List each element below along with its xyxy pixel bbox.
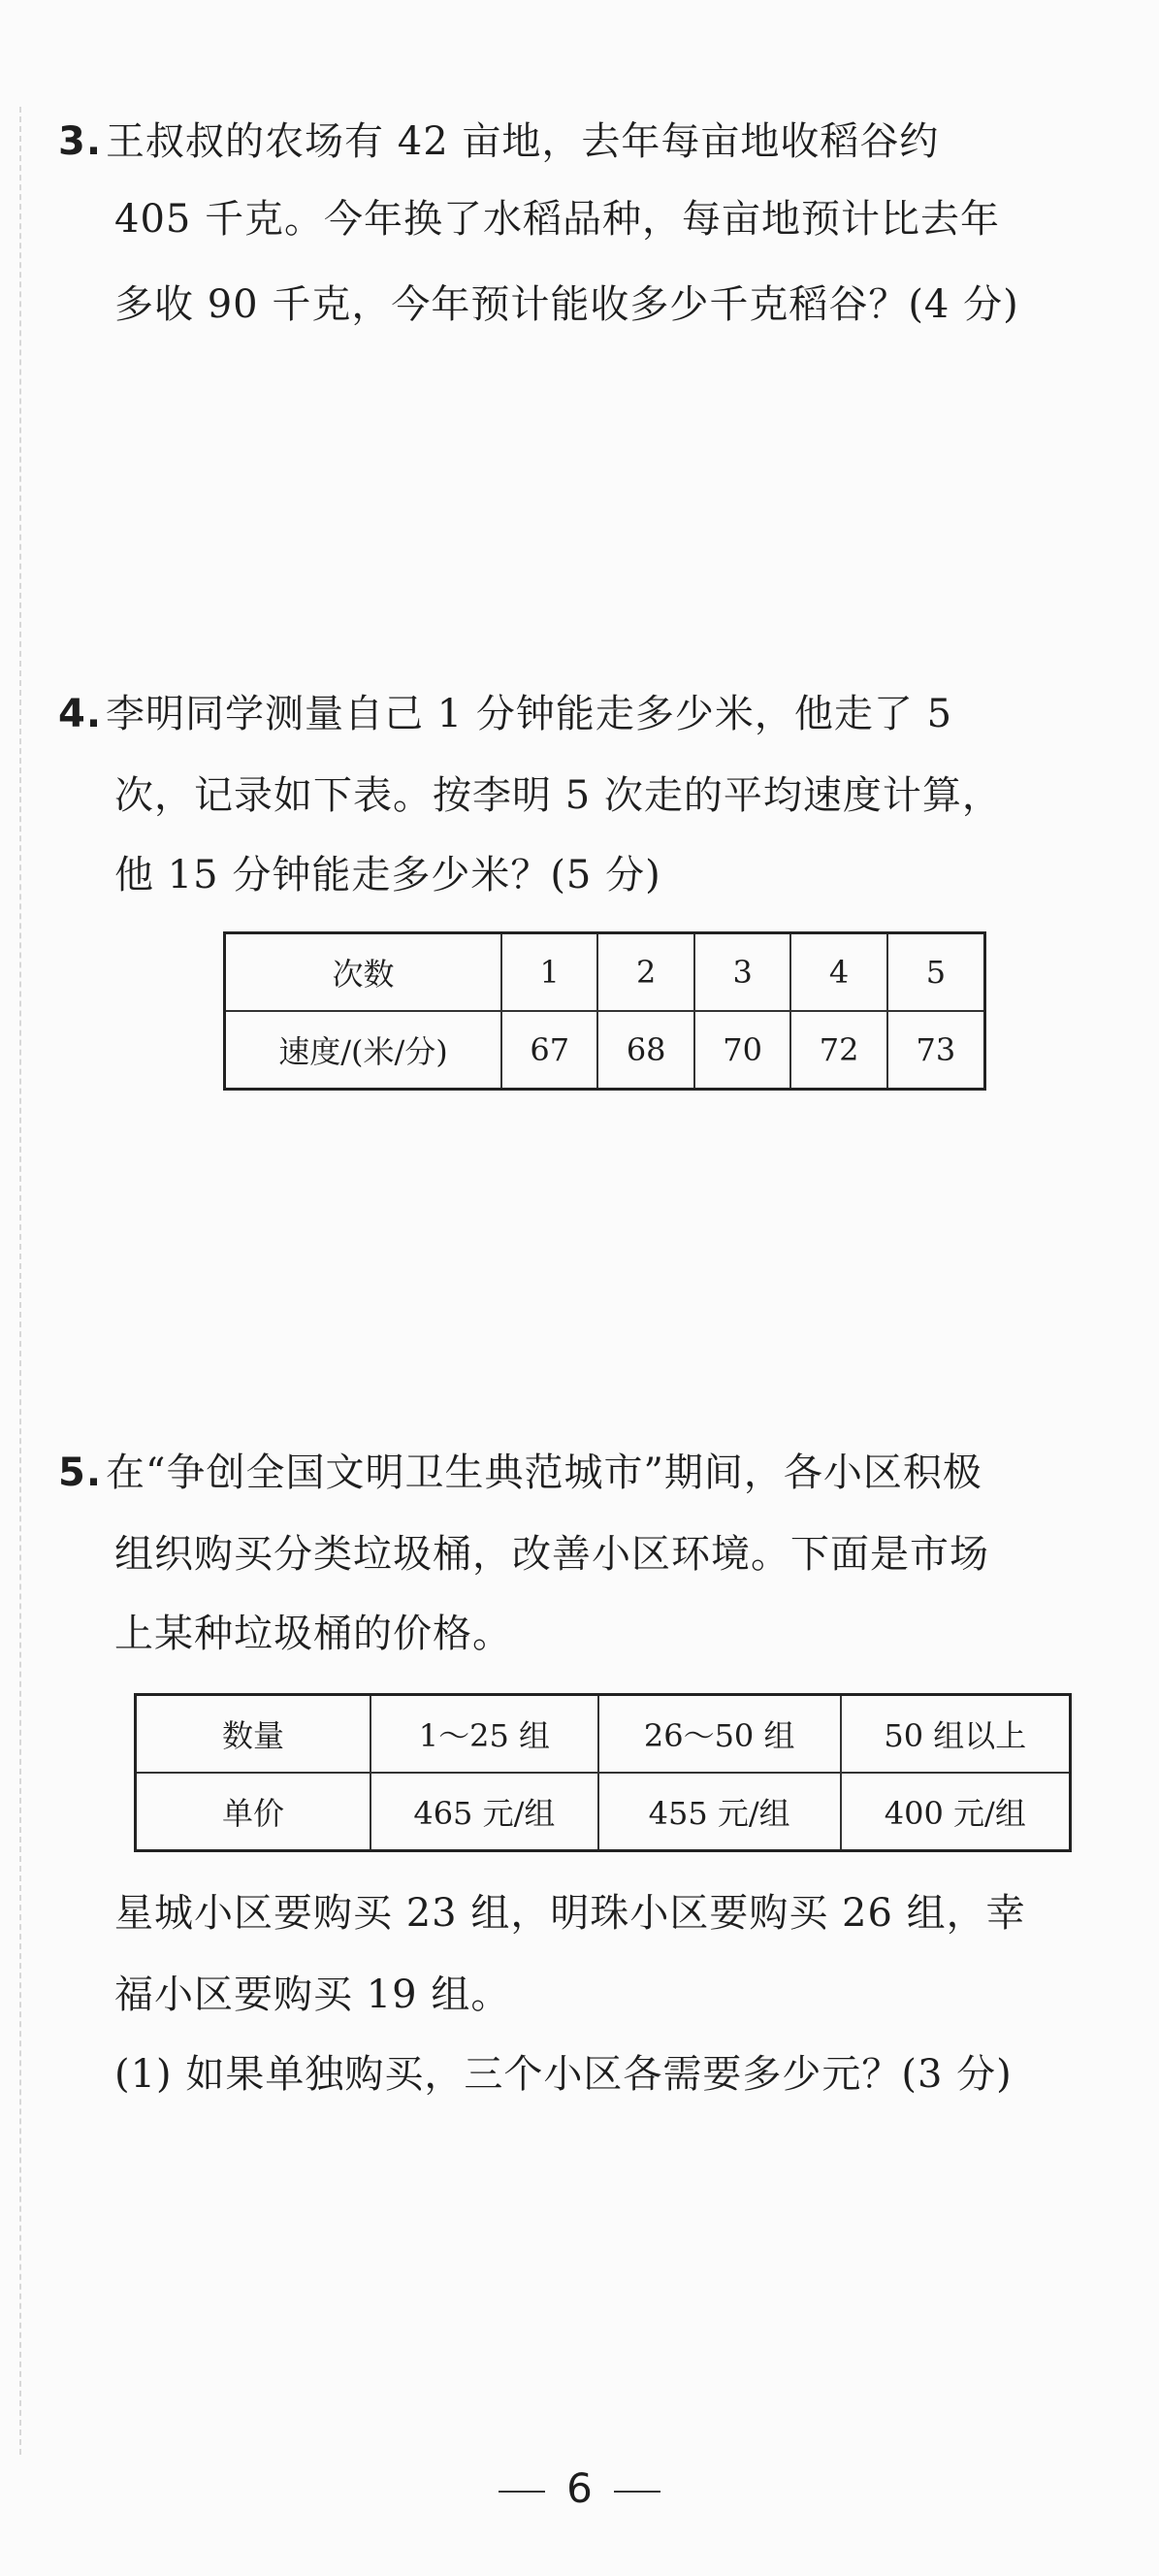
q5-line-5: 福小区要购买 19 组。: [114, 1973, 511, 2017]
q4-line-2: 次，记录如下表。按李明 5 次走的平均速度计算，: [114, 773, 1002, 818]
table-cell: 72: [790, 1011, 886, 1090]
price-table: [134, 1693, 1072, 1852]
table-cell: 400 元/组: [841, 1773, 1071, 1851]
table-cell: 68: [597, 1011, 693, 1090]
footer-dash-right: [614, 2491, 660, 2493]
q4-line-3: 他 15 分钟能走多少米？(5 分): [114, 853, 661, 897]
table-cell: 465 元/组: [370, 1773, 598, 1851]
table-row: [136, 1773, 1071, 1851]
q3-number: 3.: [58, 119, 103, 164]
table-header-cell: 数量: [136, 1695, 371, 1774]
table-cell: 455 元/组: [598, 1773, 841, 1851]
table-cell: 67: [501, 1011, 597, 1090]
table-cell: 4: [790, 933, 886, 1012]
q5-subquestion-1: (1) 如果单独购买，三个小区各需要多少元？(3 分): [114, 2052, 1013, 2097]
q4-number: 4.: [58, 692, 103, 736]
q3-line-1: 3. 王叔叔的农场有 42 亩地，去年每亩地收稻谷约: [58, 119, 940, 164]
page-number: 6: [566, 2464, 593, 2512]
table-row: [225, 933, 985, 1012]
table-cell: 70: [694, 1011, 790, 1090]
q4-line-1: 4. 李明同学测量自己 1 分钟能走多少米，他走了 5: [58, 692, 953, 736]
q3-line-3: 多收 90 千克，今年预计能收多少千克稻谷？(4 分): [114, 282, 1019, 327]
speed-record-table: [223, 931, 986, 1091]
binding-margin-line: [19, 107, 21, 2455]
table-cell: 3: [694, 933, 790, 1012]
table-cell: 50 组以上: [841, 1695, 1071, 1774]
q5-line-1: 5. 在“争创全国文明卫生典范城市”期间，各小区积极: [58, 1451, 982, 1495]
table-cell: 1: [501, 933, 597, 1012]
table-cell: 1～25 组: [370, 1695, 598, 1774]
table-cell: 73: [887, 1011, 985, 1090]
table-row: [136, 1695, 1071, 1774]
q3-line-2: 405 千克。今年换了水稻品种，每亩地预计比去年: [114, 197, 1001, 242]
q5-line-2: 组织购买分类垃圾桶，改善小区环境。下面是市场: [114, 1532, 989, 1577]
table-cell: 26～50 组: [598, 1695, 841, 1774]
table-cell: 2: [597, 933, 693, 1012]
table-row: [225, 1011, 985, 1090]
table-header-cell: 次数: [225, 933, 502, 1012]
q5-line-4: 星城小区要购买 23 组，明珠小区要购买 26 组，幸: [114, 1891, 1026, 1936]
footer-dash-left: [499, 2491, 545, 2493]
page-footer: [0, 2464, 1159, 2512]
table-cell: 5: [887, 933, 985, 1012]
table-header-cell: 速度/(米/分): [225, 1011, 502, 1090]
q5-number: 5.: [58, 1451, 103, 1495]
q5-line-3: 上某种垃圾桶的价格。: [114, 1612, 512, 1656]
table-header-cell: 单价: [136, 1773, 371, 1851]
